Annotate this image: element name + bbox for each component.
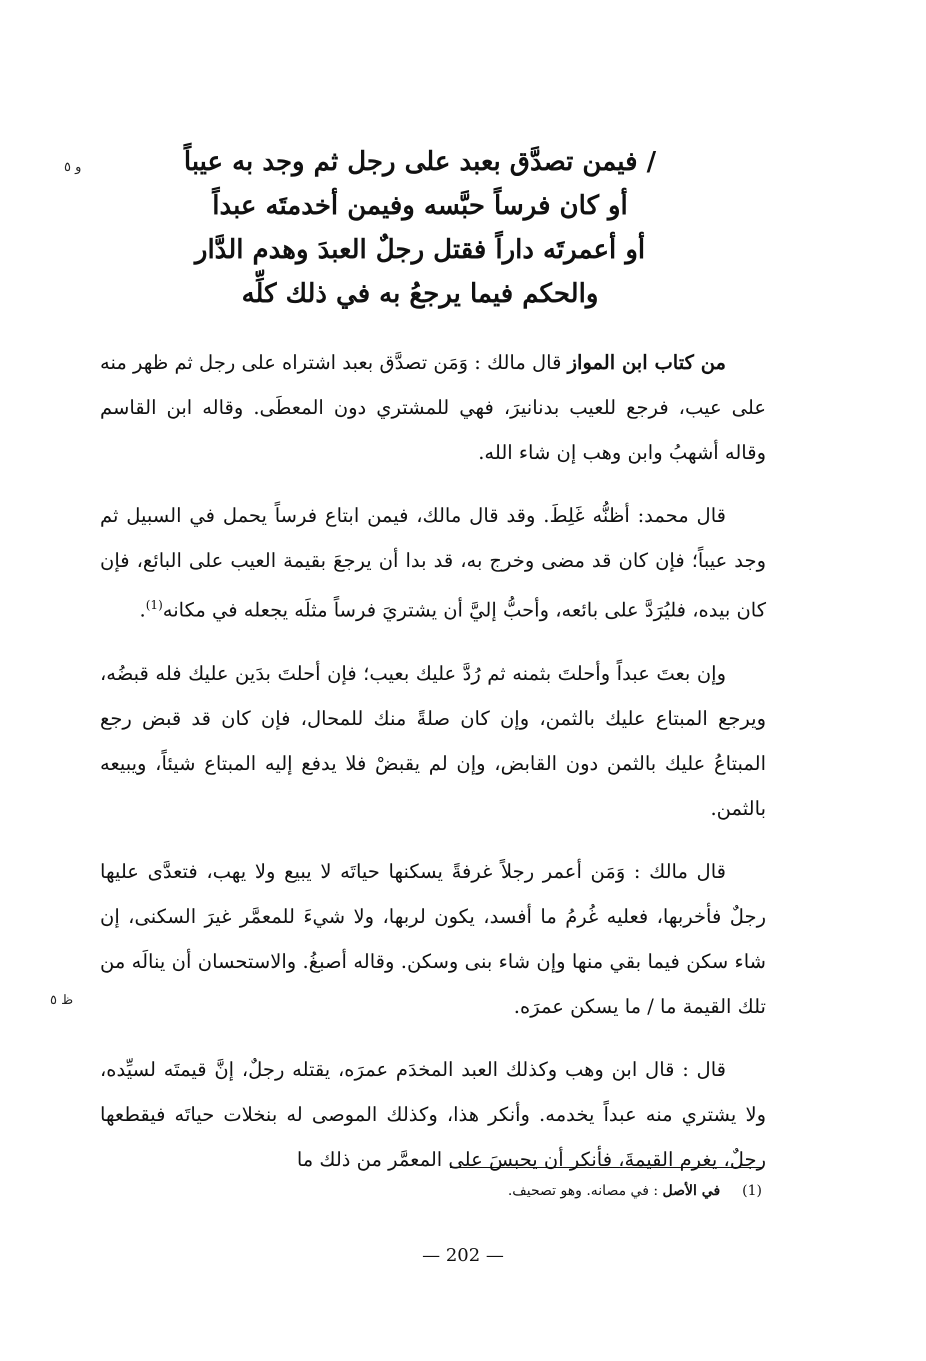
paragraph: [100, 849, 766, 1029]
heading-line: أو أعمرتَه داراً فقتل رجلٌ العبدَ وهدم الدَّار: [194, 235, 646, 265]
margin-marker-mid: ظ ٥: [50, 993, 74, 1008]
paragraph-lead: من كتاب ابن المواز: [567, 351, 726, 374]
paragraph-text: قال : قال ابن وهب وكذلك العبد المخدَم عمرَه، يقتله رجلٌ، إنَّ قيمتَه لسيِّده، ولا يشتري منه عبداً يخدمه. وأنكر هذا، وكذلك الموصى له بنخلات حياتَه فيقطعها رجلٌ، يغرم القيمةَ، فأنكر أن يحبسَ على المعمَّر من ذلك ما: [100, 1057, 766, 1171]
paragraph: [100, 651, 766, 831]
heading-line: أو كان فرساً حبَّسه وفيمن أخدمتَه عبداً: [212, 191, 628, 221]
heading-line: والحكم فيما يرجعُ به في ذلك كلِّه: [241, 279, 599, 309]
body-text: [100, 340, 766, 1200]
footnote-label: في الأصل: [662, 1183, 721, 1199]
footnote: [300, 1180, 762, 1202]
footnote-text: : في مصانه. وهو تصحيف.: [507, 1183, 663, 1199]
paragraph: [100, 493, 766, 633]
paragraph-text: وإن بعتَ عبداً وأحلتَ بثمنه ثم رُدَّ عليك بعيب؛ فإن أحلتَ بدَين عليك فله قبضُه، ويرجع المبتاع عليك بالثمن، وإن كان صلةً منك للمحال، فإن كان قد قبض رجع المبتاعُ عليك بالثمن دون القابض، وإن لم يقبضْ فلا يدفع إليه المبتاع شيئاً، ويبيعه بالثمن.: [100, 661, 766, 820]
paragraph: [100, 340, 766, 475]
section-heading: [150, 140, 690, 316]
footnote-reference[interactable]: (1): [145, 598, 163, 612]
paragraph-text: قال مالك : وَمَن أعمر رجلاً غرفةً يسكنها حياتَه لا يبيع ولا يهب، فتعدَّى عليها رجلٌ فأخربها، فعليه غُرمُ ما أفسد، يكون لربها، ولا شيءَ للمعمَّر غيرَ السكنى، إن شاء سكن فيما بقي منها وإن شاء بنى وسكن. وقاله أصبغُ. والاستحسان أن ينالَه من تلك القيمة ما / ما يسكن عمرَه.: [100, 859, 766, 1018]
paragraph: [100, 1047, 766, 1182]
page-number: — 202 —: [422, 1245, 504, 1266]
footnote-divider: [450, 1167, 762, 1168]
margin-marker-top: و ٥: [64, 160, 82, 175]
footnote-number: (1): [742, 1183, 762, 1199]
paragraph-text: قال مالك : وَمَن تصدَّق بعبد اشتراه على رجل ثم ظهر منه على عيب، فرجع للعيب بدنانيرَ، فهي للمشتري دون المعطَى. وقاله ابن القاسم وقاله أشهبُ وابن وهب إن شاء الله.: [100, 351, 766, 464]
paragraph-tail: .: [139, 598, 146, 622]
heading-line: / فيمن تصدَّق بعبد على رجل ثم وجد به عيباً: [183, 147, 657, 177]
paragraph-text: قال محمد: أظنُّه غَلِطَ. وقد قال مالك، فيمن ابتاع فرساً يحمل في السبيل ثم وجد عيباً؛ فإن كان قد مضى وخرج به، قد بدا أن يرجعَ بقيمة العيب على البائع، فإن كان بيده، فليُرَدَّ على بائعه، وأحبُّ إليَّ أن يشتريَ فرساً مثلَه يجعله في مكانه: [100, 504, 766, 622]
